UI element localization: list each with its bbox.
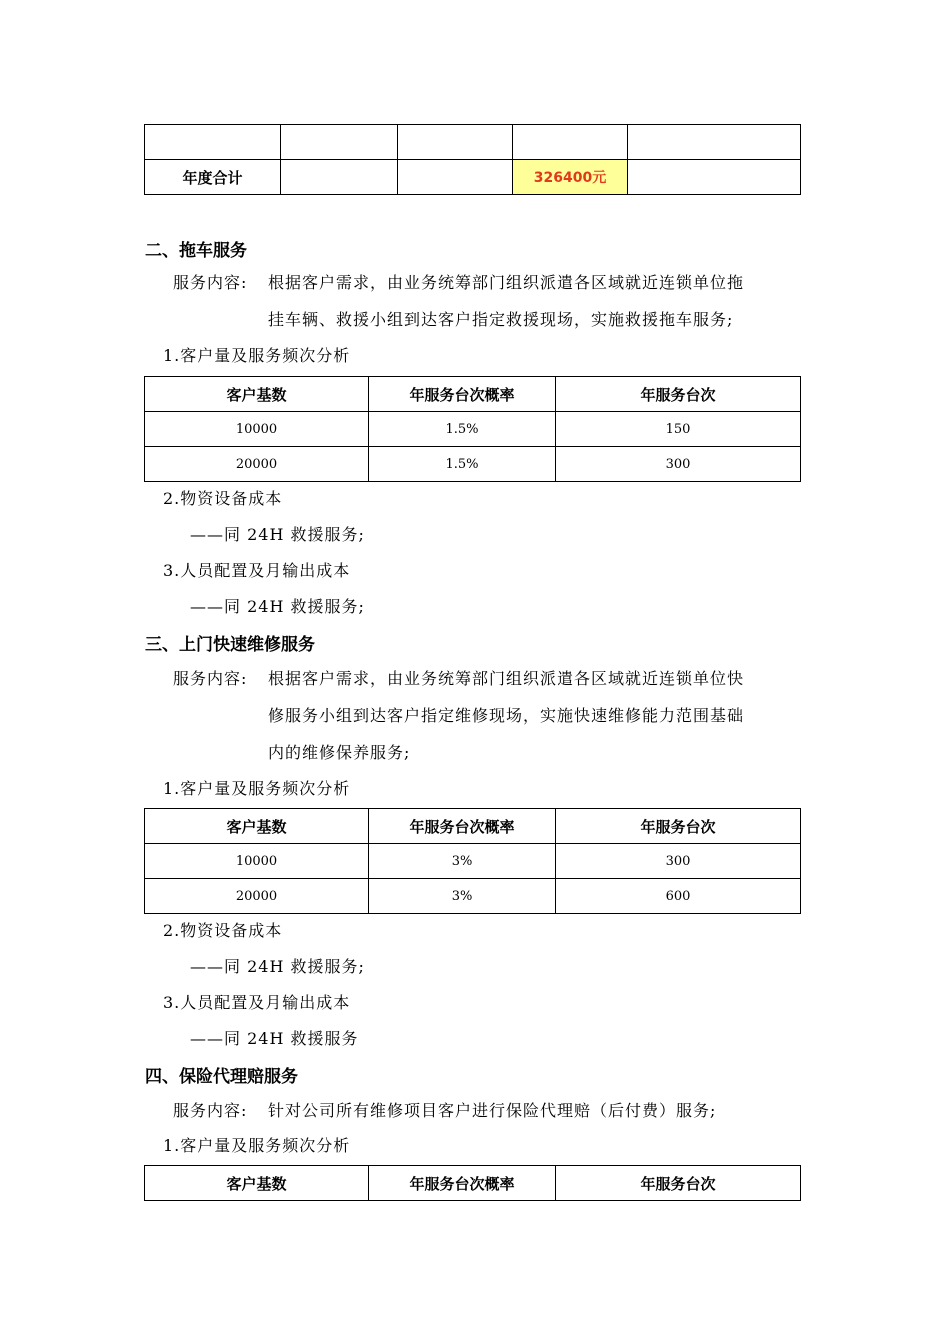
- table-row: [145, 879, 801, 914]
- content-line: 针对公司所有维修项目客户进行保险代理赔（后付费）服务;: [268, 1101, 717, 1120]
- subitem-heading: 1.客户量及服务频次分析: [163, 1136, 351, 1155]
- table-cell: 10000: [145, 412, 369, 447]
- subitem-heading: 2.物资设备成本: [163, 921, 283, 940]
- column-header: 年服务台次: [556, 377, 801, 412]
- subitem-note: ——同 24H 救援服务;: [190, 525, 365, 544]
- subitem-heading: 3.人员配置及月输出成本: [163, 993, 351, 1012]
- subitem-note: ——同 24H 救援服务;: [190, 957, 365, 976]
- table-cell: [281, 160, 398, 195]
- table-row: [145, 160, 801, 195]
- table-cell: 1.5%: [369, 412, 556, 447]
- column-header: 年服务台次: [556, 1166, 801, 1201]
- table-cell: 1.5%: [369, 447, 556, 482]
- content-line: 根据客户需求，由业务统筹部门组织派遣各区域就近连锁单位拖: [268, 273, 745, 292]
- section-title: 二、拖车服务: [145, 241, 247, 261]
- column-header: 年服务台次概率: [369, 809, 556, 844]
- frequency-table: [144, 376, 801, 482]
- table-cell: 20000: [145, 447, 369, 482]
- table-cell: [628, 125, 801, 160]
- subitem-heading: 3.人员配置及月输出成本: [163, 561, 351, 580]
- table-cell: 20000: [145, 879, 369, 914]
- table-header-row: [145, 377, 801, 412]
- subitem-heading: 1.客户量及服务频次分析: [163, 779, 351, 798]
- content-line: 挂车辆、救援小组到达客户指定救援现场，实施救援拖车服务;: [268, 310, 734, 329]
- total-value: 326400元: [513, 160, 628, 195]
- content-label: 服务内容:: [173, 273, 248, 292]
- table-row: [145, 447, 801, 482]
- table-row: [145, 125, 801, 160]
- table-cell: [281, 125, 398, 160]
- total-label: 年度合计: [145, 160, 281, 195]
- subitem-heading: 2.物资设备成本: [163, 489, 283, 508]
- frequency-table: [144, 1165, 801, 1201]
- content-line: 修服务小组到达客户指定维修现场，实施快速维修能力范围基础: [268, 706, 745, 725]
- subitem-note: ——同 24H 救援服务;: [190, 597, 365, 616]
- table-cell: 150: [556, 412, 801, 447]
- table-cell: 10000: [145, 844, 369, 879]
- section-title: 三、上门快速维修服务: [145, 635, 315, 655]
- table-cell: [513, 125, 628, 160]
- annual-total-table: [144, 124, 801, 195]
- frequency-table: [144, 808, 801, 914]
- table-row: [145, 844, 801, 879]
- table-cell: [398, 125, 513, 160]
- column-header: 年服务台次概率: [369, 1166, 556, 1201]
- table-cell: 300: [556, 844, 801, 879]
- column-header: 客户基数: [145, 809, 369, 844]
- table-header-row: [145, 809, 801, 844]
- table-row: [145, 412, 801, 447]
- table-cell: [145, 125, 281, 160]
- content-line: 内的维修保养服务;: [268, 743, 411, 762]
- column-header: 客户基数: [145, 1166, 369, 1201]
- subitem-heading: 1.客户量及服务频次分析: [163, 346, 351, 365]
- column-header: 年服务台次概率: [369, 377, 556, 412]
- column-header: 客户基数: [145, 377, 369, 412]
- section-title: 四、保险代理赔服务: [145, 1067, 298, 1087]
- table-header-row: [145, 1166, 801, 1201]
- table-cell: 3%: [369, 879, 556, 914]
- content-label: 服务内容:: [173, 669, 248, 688]
- table-cell: [398, 160, 513, 195]
- table-cell: 600: [556, 879, 801, 914]
- table-cell: 300: [556, 447, 801, 482]
- subitem-note: ——同 24H 救援服务: [190, 1029, 359, 1048]
- content-line: 根据客户需求，由业务统筹部门组织派遣各区域就近连锁单位快: [268, 669, 745, 688]
- column-header: 年服务台次: [556, 809, 801, 844]
- content-label: 服务内容:: [173, 1101, 248, 1120]
- table-cell: 3%: [369, 844, 556, 879]
- table-cell: [628, 160, 801, 195]
